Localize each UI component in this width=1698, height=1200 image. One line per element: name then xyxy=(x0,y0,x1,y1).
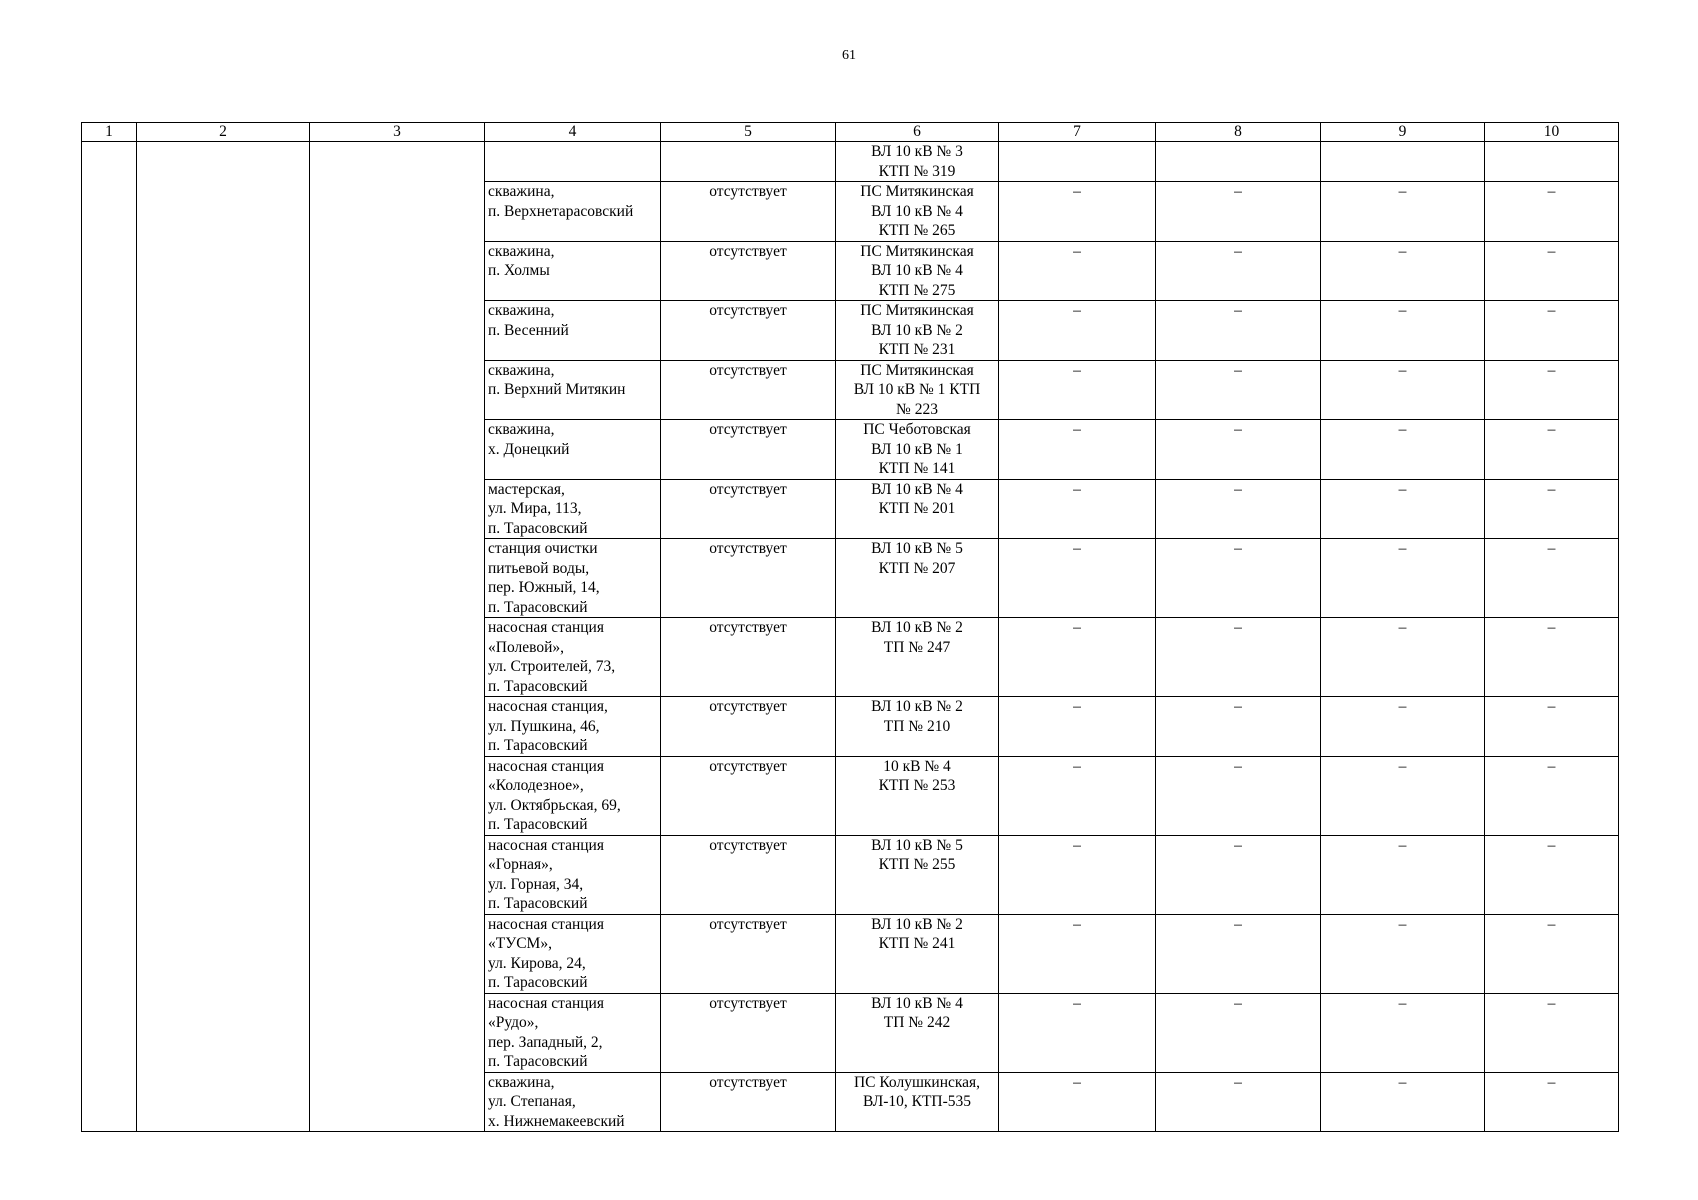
cell-line: ПС Митякинская xyxy=(860,183,974,200)
cell-line: «Горная», xyxy=(488,856,553,873)
dash-cell-col9: – xyxy=(1321,835,1485,914)
dash-cell-col9 xyxy=(1321,142,1485,182)
cell-line: ул. Мира, 113, xyxy=(488,500,582,517)
merged-cell-col1 xyxy=(82,142,137,1132)
cell-line: скважина, xyxy=(488,242,555,260)
dash-cell-col10 xyxy=(1485,142,1619,182)
dash-cell-col7: – xyxy=(999,539,1156,618)
cell-line: насосная станция xyxy=(488,619,604,636)
cell-line: ТП № 210 xyxy=(883,717,951,735)
column-header-6: 6 xyxy=(836,123,999,142)
dash-cell-col7: – xyxy=(999,618,1156,697)
dash-cell-col9: – xyxy=(1321,1072,1485,1132)
cell-line: КТП № 201 xyxy=(878,500,956,517)
status-cell: отсутствует xyxy=(661,914,836,993)
status-cell: отсутствует xyxy=(661,539,836,618)
dash-cell-col10: – xyxy=(1485,420,1619,480)
cell-line: ВЛ 10 кВ № 4 xyxy=(871,262,963,279)
cell-line: КТП № 241 xyxy=(878,935,956,952)
dash-cell-col8: – xyxy=(1156,914,1321,993)
cell-line: «ТУСМ», xyxy=(488,935,552,952)
dash-cell-col10: – xyxy=(1485,756,1619,835)
column-header-8: 8 xyxy=(1156,123,1321,142)
power-source-cell xyxy=(836,539,999,618)
cell-line: ул. Пушкина, 46, xyxy=(488,717,600,735)
cell-line: п. Тарасовский xyxy=(488,737,588,754)
dash-cell-col7: – xyxy=(999,835,1156,914)
data-table xyxy=(81,122,1619,1132)
object-location-cell xyxy=(485,914,661,993)
dash-cell-col9: – xyxy=(1321,420,1485,480)
power-source-cell xyxy=(836,914,999,993)
cell-line: КТП № 231 xyxy=(878,341,956,358)
cell-line: ВЛ 10 кВ № 4 xyxy=(871,202,963,220)
cell-line: КТП № 255 xyxy=(878,856,956,873)
dash-cell-col8: – xyxy=(1156,618,1321,697)
status-cell: отсутствует xyxy=(661,618,836,697)
cell-line: пер. Южный, 14, xyxy=(488,579,600,596)
status-cell: отсутствует xyxy=(661,182,836,242)
cell-line: ул. Горная, 34, xyxy=(488,875,584,893)
table-header xyxy=(82,123,1619,142)
dash-cell-col7: – xyxy=(999,756,1156,835)
dash-cell-col10: – xyxy=(1485,1072,1619,1132)
object-location-cell xyxy=(485,479,661,539)
cell-line: скважина, xyxy=(488,361,555,379)
dash-cell-col7 xyxy=(999,142,1156,182)
cell-line: станция очистки xyxy=(488,540,598,557)
cell-line: ТП № 247 xyxy=(883,638,951,656)
cell-line: п. Тарасовский xyxy=(488,519,588,537)
dash-cell-col8: – xyxy=(1156,835,1321,914)
power-source-cell xyxy=(836,182,999,242)
dash-cell-col7: – xyxy=(999,301,1156,361)
cell-line: х. Донецкий xyxy=(488,440,570,458)
status-cell: отсутствует xyxy=(661,360,836,420)
cell-line: ВЛ 10 кВ № 2 xyxy=(871,915,963,933)
cell-line: ВЛ 10 кВ № 3 xyxy=(871,143,963,160)
column-header-9: 9 xyxy=(1321,123,1485,142)
object-location-cell xyxy=(485,420,661,480)
dash-cell-col7: – xyxy=(999,479,1156,539)
column-header-7: 7 xyxy=(999,123,1156,142)
status-cell: отсутствует xyxy=(661,993,836,1072)
cell-line: питьевой воды, xyxy=(488,559,590,577)
dash-cell-col10: – xyxy=(1485,301,1619,361)
cell-line: насосная станция, xyxy=(488,698,608,715)
dash-cell-col8: – xyxy=(1156,301,1321,361)
cell-line: п. Тарасовский xyxy=(488,1053,588,1070)
cell-line: насосная станция xyxy=(488,915,604,933)
table-body xyxy=(82,142,1619,1132)
object-location-cell xyxy=(485,241,661,301)
cell-line: скважина, xyxy=(488,183,555,200)
object-location-cell xyxy=(485,182,661,242)
cell-line: скважина, xyxy=(488,302,555,319)
dash-cell-col10: – xyxy=(1485,993,1619,1072)
dash-cell-col8: – xyxy=(1156,182,1321,242)
dash-cell-col7: – xyxy=(999,993,1156,1072)
status-cell: отсутствует xyxy=(661,301,836,361)
cell-line: п. Весенний xyxy=(488,321,569,339)
power-source-cell xyxy=(836,420,999,480)
dash-cell-col8: – xyxy=(1156,697,1321,757)
cell-line: ПС Митякинская xyxy=(860,242,974,260)
cell-line: ПС Чеботовская xyxy=(863,421,971,438)
dash-cell-col10: – xyxy=(1485,479,1619,539)
column-header-3: 3 xyxy=(310,123,485,142)
status-cell: отсутствует xyxy=(661,756,836,835)
object-location-cell xyxy=(485,301,661,361)
cell-line: ВЛ 10 кВ № 2 xyxy=(871,321,963,339)
cell-line: 10 кВ № 4 xyxy=(883,757,951,775)
cell-line: КТП № 319 xyxy=(878,162,956,180)
power-source-cell xyxy=(836,142,999,182)
dash-cell-col8: – xyxy=(1156,539,1321,618)
object-location-cell xyxy=(485,697,661,757)
table-row xyxy=(82,142,1619,182)
cell-line: п. Холмы xyxy=(488,262,550,279)
dash-cell-col9: – xyxy=(1321,697,1485,757)
power-source-cell xyxy=(836,835,999,914)
cell-line: п. Тарасовский xyxy=(488,677,588,695)
cell-line: п. Тарасовский xyxy=(488,598,588,616)
cell-line: скважина, xyxy=(488,421,555,438)
dash-cell-col8: – xyxy=(1156,360,1321,420)
cell-line: КТП № 253 xyxy=(878,777,956,794)
cell-line: КТП № 275 xyxy=(878,281,956,299)
dash-cell-col9: – xyxy=(1321,479,1485,539)
dash-cell-col10: – xyxy=(1485,241,1619,301)
status-cell: отсутствует xyxy=(661,479,836,539)
dash-cell-col9: – xyxy=(1321,756,1485,835)
header-row xyxy=(82,123,1619,142)
cell-line: ул. Кирова, 24, xyxy=(488,954,586,972)
cell-line: ВЛ 10 кВ № 4 xyxy=(871,994,963,1012)
status-cell: отсутствует xyxy=(661,697,836,757)
page-number: 61 xyxy=(842,48,856,63)
merged-cell-col3 xyxy=(310,142,485,1132)
dash-cell-col7: – xyxy=(999,182,1156,242)
dash-cell-col10: – xyxy=(1485,914,1619,993)
status-cell: отсутствует xyxy=(661,1072,836,1132)
dash-cell-col8: – xyxy=(1156,241,1321,301)
power-source-cell xyxy=(836,993,999,1072)
dash-cell-col8: – xyxy=(1156,1072,1321,1132)
dash-cell-col9: – xyxy=(1321,914,1485,993)
object-location-cell xyxy=(485,835,661,914)
cell-line: КТП № 265 xyxy=(878,222,956,239)
cell-line: ПС Митякинская xyxy=(860,302,974,319)
dash-cell-col9: – xyxy=(1321,360,1485,420)
column-header-5: 5 xyxy=(661,123,836,142)
dash-cell-col8 xyxy=(1156,142,1321,182)
dash-cell-col7: – xyxy=(999,914,1156,993)
cell-line: пер. Западный, 2, xyxy=(488,1033,603,1051)
cell-line: «Полевой», xyxy=(488,638,564,656)
cell-line: ул. Степаная, xyxy=(488,1093,576,1110)
cell-line: № 223 xyxy=(896,400,938,418)
object-location-cell xyxy=(485,1072,661,1132)
dash-cell-col9: – xyxy=(1321,539,1485,618)
dash-cell-col10: – xyxy=(1485,697,1619,757)
power-source-cell xyxy=(836,301,999,361)
cell-line: КТП № 141 xyxy=(878,460,956,477)
cell-line: п. Верхний Митякин xyxy=(488,381,626,398)
power-source-cell xyxy=(836,618,999,697)
power-source-cell xyxy=(836,241,999,301)
cell-line: скважина, xyxy=(488,1073,555,1091)
merged-cell-col2 xyxy=(137,142,310,1132)
object-location-cell xyxy=(485,993,661,1072)
cell-line: ул. Октябрьская, 69, xyxy=(488,796,621,814)
power-source-cell xyxy=(836,756,999,835)
cell-line: п. Верхнетарасовский xyxy=(488,202,634,220)
cell-line: п. Тарасовский xyxy=(488,974,588,991)
object-location-cell xyxy=(485,360,661,420)
dash-cell-col10: – xyxy=(1485,835,1619,914)
status-cell: отсутствует xyxy=(661,835,836,914)
status-cell: отсутствует xyxy=(661,420,836,480)
status-cell: отсутствует xyxy=(661,241,836,301)
cell-line: ВЛ 10 кВ № 1 КТП xyxy=(853,381,981,398)
cell-line: х. Нижнемакеевский xyxy=(488,1112,625,1130)
cell-line: ВЛ 10 кВ № 2 xyxy=(871,698,963,715)
dash-cell-col7: – xyxy=(999,697,1156,757)
cell-line: насосная станция xyxy=(488,757,604,775)
cell-line: КТП № 207 xyxy=(878,559,956,577)
dash-cell-col9: – xyxy=(1321,618,1485,697)
dash-cell-col7: – xyxy=(999,241,1156,301)
dash-cell-col8: – xyxy=(1156,993,1321,1072)
object-location-cell xyxy=(485,618,661,697)
cell-line: п. Тарасовский xyxy=(488,816,588,833)
column-header-10: 10 xyxy=(1485,123,1619,142)
dash-cell-col10: – xyxy=(1485,539,1619,618)
cell-line: ПС Колушкинская, xyxy=(853,1073,981,1091)
dash-cell-col9: – xyxy=(1321,182,1485,242)
cell-line: ВЛ 10 кВ № 1 xyxy=(871,440,963,458)
power-source-cell xyxy=(836,697,999,757)
power-source-cell xyxy=(836,479,999,539)
column-header-4: 4 xyxy=(485,123,661,142)
dash-cell-col9: – xyxy=(1321,241,1485,301)
cell-line: мастерская, xyxy=(488,480,565,498)
cell-line: «Рудо», xyxy=(488,1014,539,1031)
cell-line: п. Тарасовский xyxy=(488,895,588,912)
cell-line: насосная станция xyxy=(488,836,604,854)
dash-cell-col7: – xyxy=(999,420,1156,480)
column-header-1: 1 xyxy=(82,123,137,142)
dash-cell-col10: – xyxy=(1485,360,1619,420)
cell-line: ВЛ 10 кВ № 5 xyxy=(871,836,963,854)
cell-line: ТП № 242 xyxy=(883,1014,951,1031)
dash-cell-col8: – xyxy=(1156,479,1321,539)
column-header-2: 2 xyxy=(137,123,310,142)
cell-line: насосная станция xyxy=(488,994,604,1012)
cell-line: ВЛ 10 кВ № 5 xyxy=(871,540,963,557)
cell-line: ПС Митякинская xyxy=(860,361,974,379)
dash-cell-col9: – xyxy=(1321,993,1485,1072)
status-cell xyxy=(661,142,836,182)
cell-line: ВЛ 10 кВ № 2 xyxy=(871,619,963,636)
dash-cell-col8: – xyxy=(1156,756,1321,835)
cell-line: ул. Строителей, 73, xyxy=(488,658,616,675)
power-source-cell xyxy=(836,1072,999,1132)
cell-line: «Колодезное», xyxy=(488,777,584,794)
dash-cell-col8: – xyxy=(1156,420,1321,480)
dash-cell-col7: – xyxy=(999,1072,1156,1132)
dash-cell-col7: – xyxy=(999,360,1156,420)
dash-cell-col10: – xyxy=(1485,618,1619,697)
dash-cell-col10: – xyxy=(1485,182,1619,242)
object-location-cell xyxy=(485,142,661,182)
power-source-cell xyxy=(836,360,999,420)
dash-cell-col9: – xyxy=(1321,301,1485,361)
cell-line: ВЛ-10, КТП-535 xyxy=(862,1093,972,1110)
object-location-cell xyxy=(485,539,661,618)
cell-line: ВЛ 10 кВ № 4 xyxy=(871,480,963,498)
object-location-cell xyxy=(485,756,661,835)
